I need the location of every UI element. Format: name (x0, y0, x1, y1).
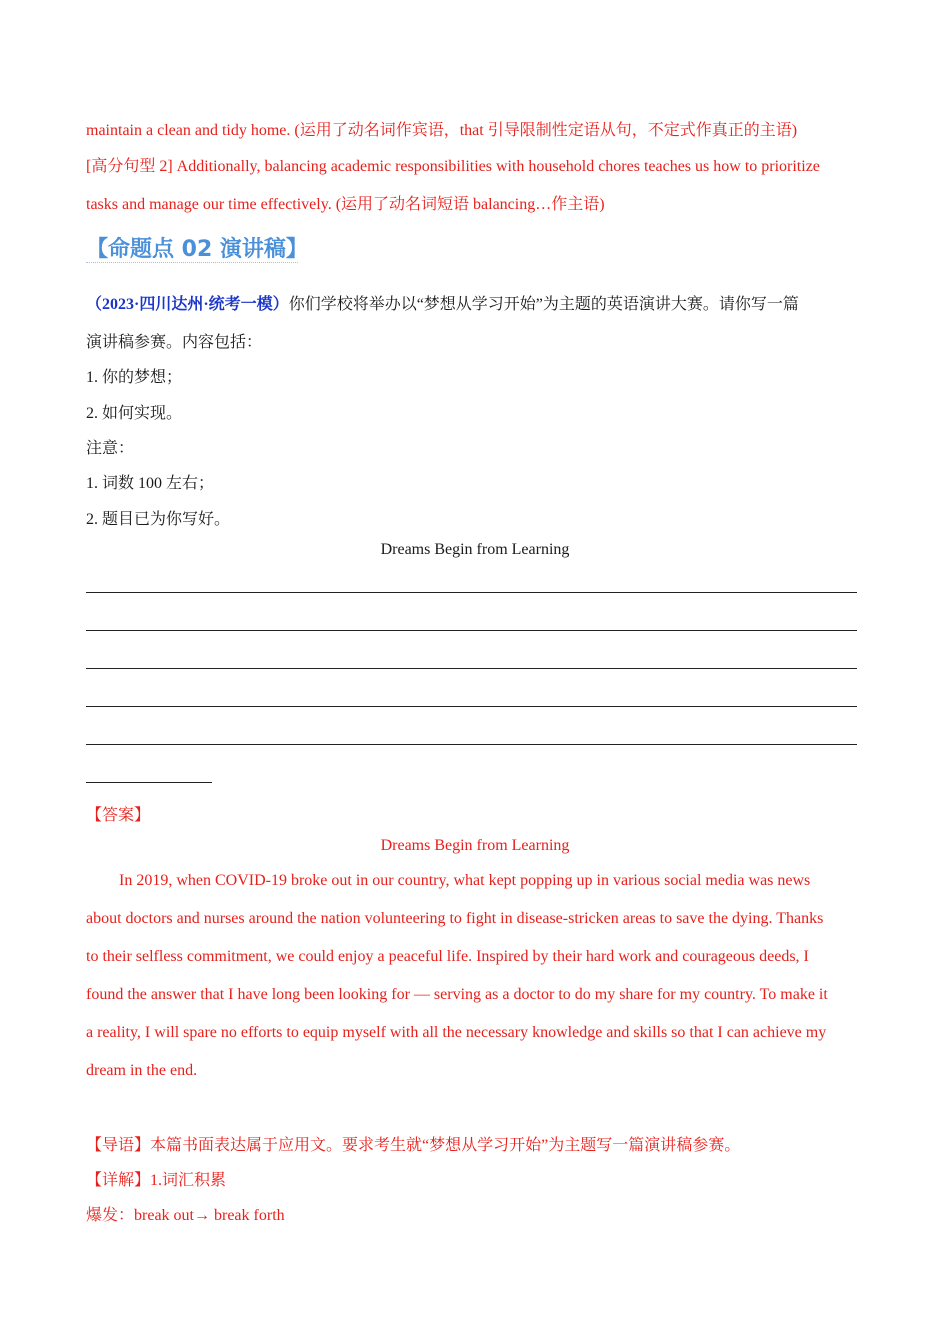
task-prompt-line-2: 演讲稿参赛。内容包括： (86, 334, 263, 351)
task-note-1: 1. 词数 100 左右； (86, 475, 215, 492)
guide-label: 【导语】 (86, 1137, 151, 1154)
vocab-alt: break forth (214, 1207, 285, 1224)
section-heading: 【命题点 02 演讲稿】 (86, 237, 308, 262)
heading-underline (86, 262, 298, 263)
writing-line (86, 592, 857, 593)
task-note-2: 2. 题目已为你写好。 (86, 511, 231, 528)
detail-line (86, 1167, 226, 1190)
vocab-en: break out (134, 1207, 194, 1224)
arrow-icon: → (194, 1207, 210, 1224)
task-source: （2023·四川达州·统考一模） (86, 296, 289, 313)
writing-line-short (86, 782, 212, 783)
answer-line-3: to their selfless commitment, we could enjoy a peaceful life. Inspired by their hard work and courageous deeds, I (86, 948, 809, 965)
detail-text: 1.词汇积累 (150, 1172, 227, 1189)
answer-line-1: In 2019, when COVID-19 broke out in our country, what kept popping up in various social media was news (119, 872, 811, 889)
answer-title: Dreams Begin from Learning (380, 837, 570, 854)
intro-line-2: [高分句型 2] Additionally, balancing academic responsibilities with household chores teaches us how to prioritize (86, 158, 820, 175)
guide-line (86, 1132, 740, 1155)
answer-line-6: dream in the end. (86, 1062, 198, 1079)
task-prompt-text: 你们学校将举办以“梦想从学习开始”为主题的英语演讲大赛。请你写一篇 (288, 296, 799, 313)
answer-line-5: a reality, I will spare no efforts to equip myself with all the necessary knowledge and skills so that I can achieve my (86, 1024, 827, 1041)
task-prompt-line-1 (86, 291, 799, 314)
answer-line-4: found the answer that I have long been looking for — serving as a doctor to do my share for my country. To make it (86, 986, 828, 1003)
intro-line-1: maintain a clean and tidy home. (运用了动名词作宾语，that 引导限制性定语从句，不定式作真正的主语) (86, 122, 798, 139)
answer-label: 【答案】 (86, 807, 151, 824)
answer-line-2: about doctors and nurses around the nation volunteering to fight in disease-stricken areas to save the dying. Thanks (86, 910, 824, 927)
essay-title: Dreams Begin from Learning (380, 541, 570, 558)
task-note-label: 注意： (86, 440, 135, 457)
task-point-1: 1. 你的梦想； (86, 369, 183, 386)
writing-line (86, 630, 857, 631)
task-point-2: 2. 如何实现。 (86, 405, 183, 422)
detail-label: 【详解】 (86, 1172, 151, 1189)
writing-line (86, 706, 857, 707)
vocab-cn: 爆发： (86, 1207, 135, 1224)
writing-line (86, 668, 857, 669)
guide-text: 本篇书面表达属于应用文。要求考生就“梦想从学习开始”为主题写一篇演讲稿参赛。 (150, 1137, 741, 1154)
writing-line (86, 744, 857, 745)
vocab-line (86, 1202, 285, 1225)
intro-line-3: tasks and manage our time effectively. (运用了动名词短语 balancing…作主语) (86, 196, 605, 213)
